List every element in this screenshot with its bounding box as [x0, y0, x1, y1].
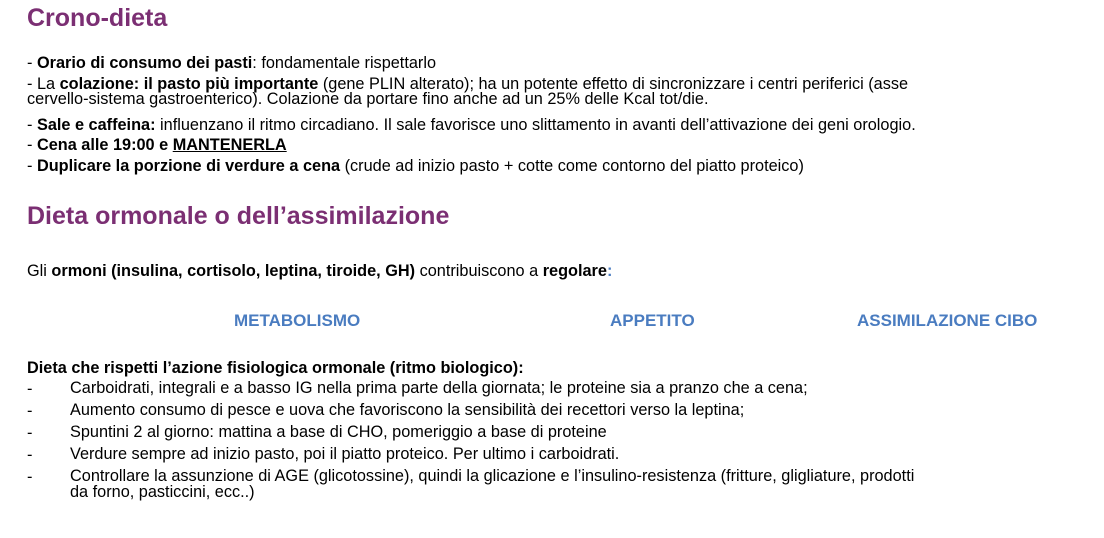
list-item: Spuntini 2 al giorno: mattina a base di CHO, pomeriggio a base di proteine	[70, 423, 607, 441]
crono-line-4: - Cena alle 19:00 e MANTENERLA	[27, 136, 287, 154]
crono-line-5: - Duplicare la porzione di verdure a cena (crude ad inizio pasto + cotte come contorno del piatto proteico)	[27, 157, 804, 175]
crono-line-3: - Sale e caffeina: influenzano il ritmo circadiano. Il sale favorisce uno slittamento in avanti dell’attivazione dei geni orologio.	[27, 116, 916, 134]
list-dash: -	[27, 446, 33, 464]
list-heading: Dieta che rispetti l’azione fisiologica ormonale (ritmo biologico):	[27, 359, 524, 377]
keyword-appetito: APPETITO	[610, 311, 695, 330]
list-dash: -	[27, 402, 33, 420]
ormoni-intro: Gli ormoni (insulina, cortisolo, leptina, tiroide, GH) contribuiscono a regolare:	[27, 262, 613, 280]
list-dash: -	[27, 424, 33, 442]
crono-line-2: - La colazione: il pasto più importante (gene PLIN alterato); ha un potente effetto di sincronizzare i centri periferici (asse	[27, 75, 909, 93]
keyword-metabolismo: METABOLISMO	[234, 311, 361, 330]
list-item: Verdure sempre ad inizio pasto, poi il piatto proteico. Per ultimo i carboidrati.	[70, 445, 620, 463]
crono-line-1: - Orario di consumo dei pasti: fondamentale rispettarlo	[27, 54, 437, 72]
list-item: Controllare la assunzione di AGE (glicotossine), quindi la glicazione e l’insulino-resistenza (fritture, gligliature, prodotti	[70, 467, 915, 485]
list-item: Aumento consumo di pesce e uova che favoriscono la sensibilità dei recettori verso la leptina;	[70, 401, 745, 419]
crono-line-2-cont: cervello-sistema gastroenterico). Colazione da portare fino anche ad un 25% delle Kcal tot/die.	[27, 90, 709, 108]
section-title-dieta-ormonale: Dieta ormonale o dell’assimilazione	[27, 202, 450, 230]
list-item: Carboidrati, integrali e a basso IG nella prima parte della giornata; le proteine sia a pranzo che a cena;	[70, 379, 808, 397]
section-title-crono-dieta: Crono-dieta	[27, 4, 168, 32]
keyword-assimilazione-cibo: ASSIMILAZIONE CIBO	[857, 311, 1038, 330]
list-item-cont: da forno, pasticcini, ecc..)	[70, 483, 255, 501]
list-dash: -	[27, 380, 33, 398]
list-dash: -	[27, 468, 33, 486]
